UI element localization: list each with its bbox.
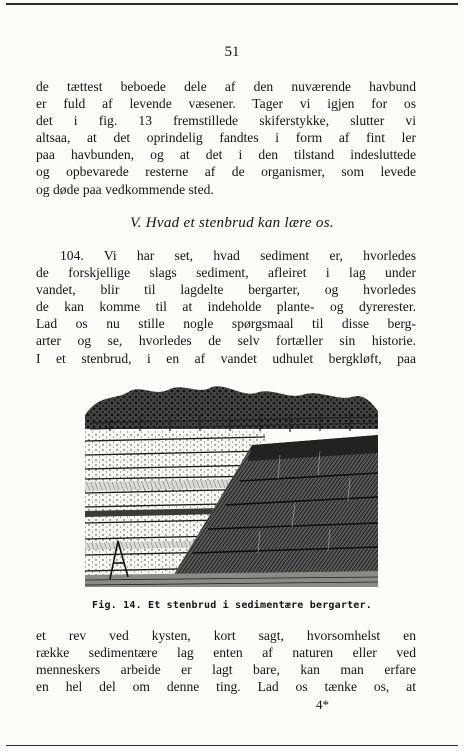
signature-mark: 4*: [316, 697, 329, 712]
text-line: I et stenbrud, i en af vandet udhulet bergkløft, paa: [36, 350, 416, 366]
text-line: altsaa, at det oprindelig fandtes i form af fint ler: [36, 130, 416, 146]
text-line: paa havbunden, og at det i den tilstand indesluttede: [36, 147, 416, 163]
text-line: Lad os nu stille nogle spørgsmaal til disse berg-: [36, 316, 416, 332]
text-line: de tættest beboede dele af den nuværende havbund: [36, 79, 416, 94]
text-line: det i fig. 13 fremstillede skiferstykke, slutter vi: [36, 113, 416, 129]
text-line: de kan komme til at indeholde plante- og dyrerester.: [36, 299, 416, 315]
text-line: række sedimentære lag enten af naturen eller ved: [36, 645, 416, 661]
bottom-border-rule: [6, 745, 458, 746]
quarry-illustration: [80, 383, 382, 589]
text-line: er fuld af levende væsener. Tager vi igjen for os: [36, 96, 416, 112]
paragraph-104: [36, 247, 416, 367]
text-line: 104. Vi har set, hvad sediment er, hvorledes: [60, 248, 416, 263]
text-line: vandet, blir til lagdelte bergarter, og hvorledes: [36, 282, 416, 298]
top-border-rule: [6, 3, 458, 5]
text-line: et rev ved kysten, kort sagt, hvorsomhelst en: [36, 628, 416, 643]
paragraph-bottom: [36, 627, 416, 695]
paragraph-top: [36, 78, 416, 198]
text-line: og døde paa vedkommende sted.: [36, 181, 214, 197]
figure-caption: Fig. 14. Et stenbrud i sedimentære bergarter.: [92, 600, 372, 611]
text-line: de forskjellige slags sediment, afleiret i lag under: [36, 265, 416, 281]
section-heading: V. Hvad et stenbrud kan lære os.: [130, 215, 334, 231]
page-number: 51: [224, 44, 240, 60]
text-line: en hel del om denne ting. Lad os tænke os, at: [36, 679, 416, 695]
text-line: og opbevarede resterne af de organismer, som levede: [36, 164, 416, 180]
text-line: arter og se, hvorledes de selv fortæller sin historie.: [36, 333, 416, 349]
text-line: menneskers arbeide er lagt bare, kan man erfare: [36, 662, 416, 678]
